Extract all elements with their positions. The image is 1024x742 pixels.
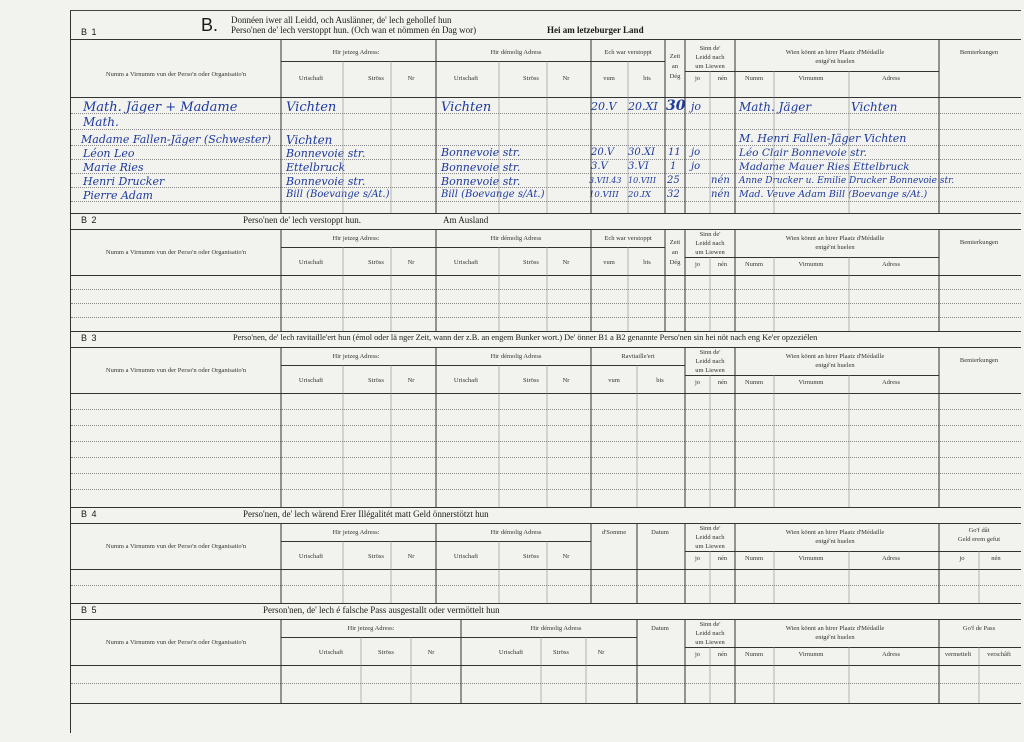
- b2-nr-2: Nr: [562, 259, 570, 266]
- b2-title-a: Perso'nen de' lech verstoppt hun.: [243, 215, 361, 225]
- hw-r1-name: Math. Jäger + Madame: [83, 100, 238, 115]
- b4-current-address: Hir jetzeg Adress:: [332, 529, 380, 536]
- b1-an: an: [671, 63, 679, 70]
- b3-bis: bis: [656, 377, 664, 384]
- b5-current-address: Hir jetzeg Adress:: [347, 625, 395, 632]
- b2-stross: Ströss: [368, 259, 384, 266]
- b1-big-letter: B.: [201, 15, 219, 35]
- b5-label: B 5: [81, 605, 98, 615]
- b1-title-line2a: Perso'nen de' lech verstoppt hun. (Och wan et nömmen én Dag wor): [231, 25, 477, 35]
- hw-r1-to: 20.XI: [628, 100, 658, 113]
- b5-virnumm: Virnumm: [798, 651, 824, 658]
- hw-r3-name: Madame Fallen-Jäger (Schwester): [81, 133, 272, 146]
- b3-title: Perso'nen, de' lech ravitaille'ert hun (émol oder lä nger Zeit, wann der z.B. an engem Bunker wort.) De' önner B1 a B2 genannte Perso'nen sin hei nöt nach eng Ke'er opzeziélen: [233, 333, 818, 342]
- b1-nr: Nr: [407, 75, 415, 82]
- b4-somme: d'Somme: [601, 529, 627, 536]
- b2-vertical-thin: [343, 247, 849, 331]
- b5-datum: Datum: [651, 625, 669, 632]
- b1-name-col: Numm a Virnumm vun der Perso'n oder Organisatio'n: [105, 71, 247, 78]
- b2-stross-2: Ströss: [523, 259, 539, 266]
- hw-r1-city: Vichten: [286, 100, 337, 115]
- b2-urischaft-2: Urischaft: [453, 259, 479, 266]
- b3-sinn-de: Sinn de': [699, 349, 721, 356]
- b1-stross-2: Ströss: [523, 75, 539, 82]
- hw-r6-to: 10.VIII: [628, 176, 656, 185]
- hw-r4-medal: Léo Clair Bonnevoie str.: [739, 147, 867, 159]
- b5-nen: nén: [717, 651, 728, 658]
- b1-leidd-nach: Leidd nach: [695, 54, 725, 61]
- b4-numm: Numm: [744, 555, 764, 562]
- b3-um-liewen: um Liewen: [695, 367, 725, 374]
- hw-r7-days: 32: [667, 189, 680, 200]
- b1-virnumm: Virnumm: [798, 75, 824, 82]
- b2-nen: nén: [717, 261, 728, 268]
- hw-r2-name: Math.: [83, 115, 119, 129]
- b4-jo: jo: [694, 555, 701, 562]
- b1-sinn-de: Sinn de': [699, 45, 721, 52]
- b4-leidd-nach: Leidd nach: [695, 534, 725, 541]
- b5-title: Person'nen, de' lech é falsche Pass ausgestallt oder vermöttelt hun: [263, 605, 500, 615]
- b1-medal2: entgé'nt huelen: [815, 58, 855, 65]
- b2-adress: Adress: [881, 261, 901, 268]
- grid-lines: [71, 11, 1021, 733]
- b2-old-address: Hir démolig Adress: [490, 235, 542, 242]
- b3-medal2: entgé'nt huelen: [815, 362, 855, 369]
- b3-nr: Nr: [407, 377, 415, 384]
- b4-old-address: Hir démolig Adress: [490, 529, 542, 536]
- hw-r1-days: 30: [666, 98, 686, 114]
- hw-r5-city: Ettelbruck: [286, 161, 346, 174]
- b5-vermettelt: vermettelt: [944, 651, 972, 658]
- hw-r6-from: 3.VII.43: [589, 176, 622, 185]
- b5-nr-2: Nr: [597, 649, 605, 656]
- b3-stross: Ströss: [368, 377, 384, 384]
- b3-adress: Adress: [881, 379, 901, 386]
- b4-vertical-thin: [343, 541, 979, 603]
- b2-medal2: entgé'nt huelen: [815, 244, 855, 251]
- hw-r4-from: 20.V: [591, 147, 615, 158]
- b4-label: B 4: [81, 509, 98, 519]
- b1-adress: Adress: [881, 75, 901, 82]
- b1-bis: bis: [643, 75, 651, 82]
- b5-sinn-de: Sinn de': [699, 621, 721, 628]
- b2-jo: jo: [694, 261, 701, 268]
- b1-hidden: Ech war verstoppt: [604, 49, 652, 56]
- hw-r5-name: Marie Ries: [83, 161, 144, 174]
- hw-r1-medal-addr: Vichten: [851, 100, 898, 114]
- b5-stross: Ströss: [378, 649, 394, 656]
- b1-vum: vum: [603, 75, 615, 82]
- b4-nr-2: Nr: [562, 553, 570, 560]
- b1-nen: nén: [717, 75, 728, 82]
- b4-medal: Wien könnt an hirer Plaatz d'Médaille: [785, 529, 885, 536]
- b1-deg: Dég: [669, 73, 681, 80]
- b5-jo: jo: [694, 651, 701, 658]
- b4-name-col: Numm a Virnumm vun der Perso'n oder Organisatio'n: [105, 543, 247, 550]
- b5-gof-pass: Go'f de Pass: [962, 625, 996, 632]
- hw-r6-nen: nén: [711, 175, 730, 186]
- hw-r7-to: 20.IX: [628, 190, 651, 200]
- b2-virnumm: Virnumm: [798, 261, 824, 268]
- b2-bemierkungen: Bemierkungen: [959, 239, 999, 246]
- b3-nen: nén: [717, 379, 728, 386]
- hw-r5-old: Bonnevoie str.: [441, 161, 521, 174]
- hw-r6-old: Bonnevoie str.: [441, 175, 521, 188]
- b3-medal: Wien könnt an hirer Plaatz d'Médaille: [785, 353, 885, 360]
- b3-nr-2: Nr: [562, 377, 570, 384]
- b1-bemierkungen: Bemierkungen: [959, 49, 999, 56]
- b4-nr: Nr: [407, 553, 415, 560]
- form-sheet: [70, 10, 1021, 733]
- b1-zeit: Zeit: [669, 53, 681, 60]
- hw-r5-days: 1: [670, 161, 677, 172]
- b1-numm: Numm: [744, 75, 764, 82]
- b2-zeit: Zeit: [669, 239, 681, 246]
- b1-vertical-thin: [343, 61, 849, 213]
- b2-vertical-lines: [281, 229, 939, 331]
- hw-r4-days: 11: [668, 147, 681, 158]
- hw-r1-from: 20.V: [591, 100, 617, 113]
- b2-leidd-nach: Leidd nach: [695, 240, 725, 247]
- b1-medal: Wien könnt an hirer Plaatz d'Médaille: [785, 49, 885, 56]
- b4-gof-dat: Go'f dât: [968, 527, 990, 534]
- b1-vertical-lines: [281, 39, 939, 213]
- b1-urischaft-2: Urischaft: [453, 75, 479, 82]
- b1-stross: Ströss: [368, 75, 384, 82]
- b3-jo: jo: [694, 379, 701, 386]
- b5-um-liewen: um Liewen: [695, 639, 725, 646]
- b4-um-liewen: um Liewen: [695, 543, 725, 550]
- b3-vum: vum: [608, 377, 620, 384]
- b4-urischaft-2: Urischaft: [453, 553, 479, 560]
- b4-nen: nén: [717, 555, 728, 562]
- b2-hidden: Ech war verstoppt: [604, 235, 652, 242]
- hw-r1-jo: jo: [691, 100, 702, 113]
- b4-geld-erem: Geld erem gefut: [957, 536, 1001, 543]
- b4-urischaft: Urischaft: [298, 553, 324, 560]
- b4-sinn-de: Sinn de': [699, 525, 721, 532]
- hw-r4-old: Bonnevoie str.: [441, 146, 521, 159]
- hw-r4-jo: jo: [691, 147, 701, 158]
- b5-urischaft: Urischaft: [318, 649, 344, 656]
- b3-stross-2: Ströss: [523, 377, 539, 384]
- b2-label: B 2: [81, 215, 98, 225]
- b2-current-address: Hir jetzeg Adress:: [332, 235, 380, 242]
- b5-urischaft-2: Urischaft: [498, 649, 524, 656]
- hw-r7-old: Bill (Boevange s/At.): [441, 189, 545, 200]
- b4-title: Perso'nen, de' lech wärend Erer Illégalitét matt Geld önnerstötzt hun: [243, 509, 489, 519]
- hw-r7-nen: nén: [711, 189, 730, 200]
- b4-nen-2: nén: [991, 555, 1001, 562]
- hw-r3-medal: M. Henri Fallen-Jäger Vichten: [739, 132, 907, 145]
- b4-medal2: entgé'nt huelen: [815, 538, 855, 545]
- b3-old-address: Hir démolig Adress: [490, 353, 542, 360]
- b3-numm: Numm: [744, 379, 764, 386]
- b3-current-address: Hir jetzeg Adress:: [332, 353, 380, 360]
- hw-r5-medal: Madame Mauer Ries Ettelbruck: [739, 161, 910, 173]
- b2-bis: bis: [643, 259, 651, 266]
- b3-bemierkungen: Bemierkungen: [959, 357, 999, 364]
- b3-urischaft-2: Urischaft: [453, 377, 479, 384]
- b4-jo-2: jo: [959, 555, 965, 562]
- b2-title-b: Am Ausland: [443, 215, 489, 225]
- b5-medal2: entgé'nt huelen: [815, 634, 855, 641]
- b2-urischaft: Urischaft: [298, 259, 324, 266]
- b1-title-line2b: Hei am letzeburger Land: [547, 25, 644, 35]
- b1-um-liewen: um Liewen: [695, 63, 725, 70]
- hw-r4-name: Léon Leo: [83, 147, 135, 160]
- b2-nr: Nr: [407, 259, 415, 266]
- b2-um-liewen: um Liewen: [695, 249, 725, 256]
- hw-r1-medal: Math. Jäger: [739, 100, 812, 114]
- b4-stross: Ströss: [368, 553, 384, 560]
- b2-sinn-de: Sinn de': [699, 231, 721, 238]
- b3-ravitaille: Ravitaille'ert: [621, 353, 655, 360]
- b1-title-line1: Donnéen iwer all Leidd, och Auslänner, de' lech gehollef hun: [231, 15, 452, 25]
- b3-vertical-lines: [281, 347, 939, 507]
- b5-old-address: Hir démolig Adress: [530, 625, 582, 632]
- b3-label: B 3: [81, 333, 98, 343]
- b2-medal: Wien könnt an hirer Plaatz d'Médaille: [785, 235, 885, 242]
- hw-r7-from: 10.VIII: [589, 190, 619, 200]
- hw-r5-from: 3.V: [591, 161, 608, 172]
- b5-leidd-nach: Leidd nach: [695, 630, 725, 637]
- b2-an: an: [671, 249, 679, 256]
- b2-deg: Dég: [669, 259, 681, 266]
- b2-numm: Numm: [744, 261, 764, 268]
- b1-current-address: Hir jetzeg Adress:: [332, 49, 380, 56]
- b5-verschaft: verschâft: [987, 651, 1011, 658]
- b1-nr-2: Nr: [562, 75, 570, 82]
- hw-r6-city: Bonnevoie str.: [286, 175, 366, 188]
- b5-vertical-lines: [281, 619, 939, 703]
- b3-virnumm: Virnumm: [798, 379, 824, 386]
- hw-r6-name: Henri Drucker: [83, 175, 165, 188]
- b2-name-col: Numm a Virnumm vun der Perso'n oder Organisatio'n: [105, 249, 247, 256]
- hw-r4-to: 30.XI: [628, 147, 655, 158]
- b5-adress: Adress: [881, 651, 901, 658]
- hw-r5-jo: jo: [691, 161, 701, 172]
- hw-r7-medal: Mad. Veuve Adam Bill (Boevange s/At.): [739, 189, 928, 200]
- b5-numm: Numm: [744, 651, 764, 658]
- hw-r6-medal: Anne Drucker u. Emilie Drucker Bonnevoie str.: [739, 176, 955, 186]
- b1-urischaft: Urischaft: [298, 75, 324, 82]
- b4-datum: Datum: [651, 529, 669, 536]
- b2-vum: vum: [603, 259, 615, 266]
- b4-virnumm: Virnumm: [798, 555, 824, 562]
- hw-r7-city: Bill (Boevange s/At.): [286, 189, 390, 200]
- b4-stross-2: Ströss: [523, 553, 539, 560]
- b3-vertical-thin: [343, 365, 849, 507]
- hw-r6-days: 25: [667, 175, 680, 186]
- b1-label: B 1: [81, 27, 98, 37]
- b5-stross-2: Ströss: [553, 649, 569, 656]
- b5-nr: Nr: [427, 649, 435, 656]
- b5-vertical-thin: [361, 637, 979, 703]
- b5-name-col: Numm a Virnumm vun der Perso'n oder Organisatio'n: [105, 639, 247, 646]
- b3-leidd-nach: Leidd nach: [695, 358, 725, 365]
- b3-urischaft: Urischaft: [298, 377, 324, 384]
- hw-r7-name: Pierre Adam: [83, 189, 153, 202]
- b4-vertical-lines: [281, 523, 939, 603]
- b1-jo: jo: [694, 75, 701, 82]
- b3-name-col: Numm a Virnumm vun der Perso'n oder Organisatio'n: [105, 367, 247, 374]
- b5-medal: Wien könnt an hirer Plaatz d'Médaille: [785, 625, 885, 632]
- hw-r3-city: Vichten: [286, 133, 333, 147]
- hw-r4-city: Bonnevoie str.: [286, 147, 366, 160]
- b1-old-address: Hir démolig Adress: [490, 49, 542, 56]
- b4-adress: Adress: [881, 555, 901, 562]
- hw-r5-to: 3.VI: [628, 161, 649, 172]
- hw-r1-old: Vichten: [441, 100, 492, 115]
